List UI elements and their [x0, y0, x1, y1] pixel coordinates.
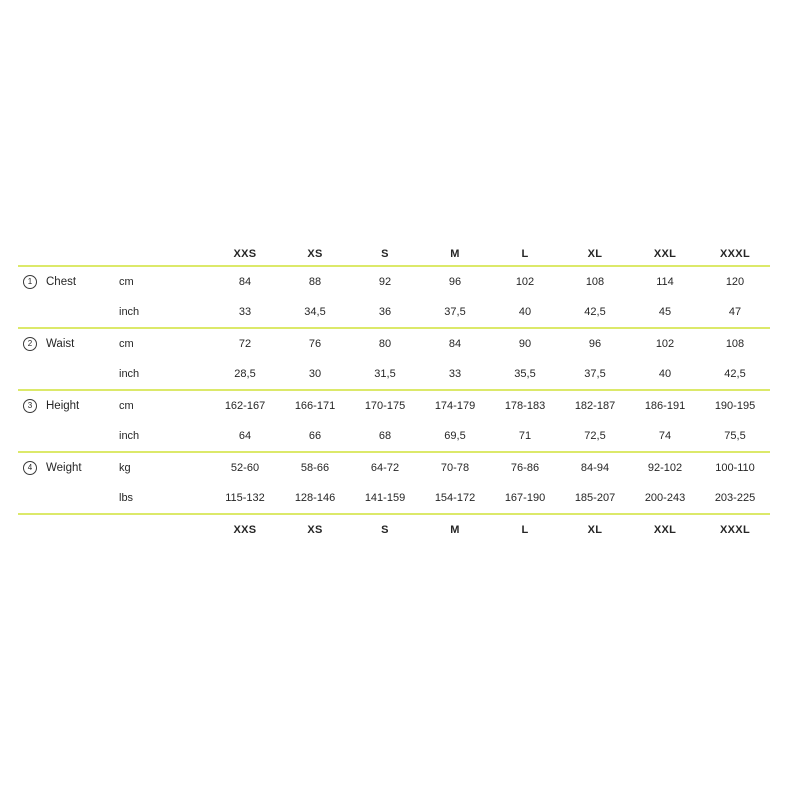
size-footer-label: XS [307, 524, 323, 536]
size-value-cell: 68 [378, 430, 392, 442]
size-column-header: L [521, 248, 529, 260]
size-value-cell: 35,5 [514, 368, 536, 380]
size-value-cell: 71 [518, 430, 532, 442]
size-column-header: XXL [653, 248, 677, 260]
size-value-cell: 42,5 [584, 306, 606, 318]
size-value-cell: 28,5 [234, 368, 256, 380]
size-value-cell: 100-110 [715, 462, 755, 474]
size-value-cell: 31,5 [374, 368, 396, 380]
measurement-row [18, 329, 770, 359]
measurement-row [18, 359, 770, 389]
size-footer-label: XL [587, 524, 603, 536]
size-value-cell: 84-94 [580, 462, 610, 474]
measurement-group [18, 267, 770, 329]
measurement-group [18, 453, 770, 515]
size-footer-row [18, 515, 770, 545]
size-footer-label: XXS [233, 524, 257, 536]
measurement-label-cell [18, 297, 110, 327]
measurement-label-cell [18, 421, 110, 451]
unit-label: inch [119, 306, 140, 318]
size-value-cell: 128-146 [294, 492, 336, 504]
size-value-cell: 76-86 [510, 462, 540, 474]
measurement-label-cell [18, 483, 110, 513]
size-value-cell: 40 [518, 306, 532, 318]
size-column-header: XS [307, 248, 323, 260]
size-value-cell: 66 [308, 430, 322, 442]
size-value-cell: 42,5 [724, 368, 746, 380]
size-value-cell: 96 [448, 276, 462, 288]
size-value-cell: 154-172 [434, 492, 476, 504]
size-value-cell: 47 [728, 306, 742, 318]
measurement-label: Height [46, 400, 80, 412]
unit-label: inch [119, 368, 140, 380]
size-value-cell: 203-225 [714, 492, 756, 504]
size-value-cell: 33 [448, 368, 462, 380]
measurement-label-cell [18, 329, 110, 359]
size-value-cell: 80 [378, 338, 392, 350]
size-value-cell: 45 [658, 306, 672, 318]
size-value-cell: 64-72 [370, 462, 400, 474]
measurement-label: Waist [46, 338, 75, 350]
size-column-header: M [450, 248, 460, 260]
measurement-row [18, 483, 770, 513]
measurement-label-cell [18, 453, 110, 483]
size-column-header: XXS [233, 248, 257, 260]
measurement-row [18, 391, 770, 421]
size-value-cell: 76 [308, 338, 322, 350]
measurement-label: Chest [46, 276, 77, 288]
size-chart-table [18, 243, 770, 545]
size-value-cell: 102 [515, 276, 535, 288]
size-value-cell: 37,5 [584, 368, 606, 380]
size-value-cell: 72 [238, 338, 252, 350]
size-value-cell: 185-207 [574, 492, 616, 504]
size-footer-label: L [521, 524, 529, 536]
size-value-cell: 167-190 [504, 492, 546, 504]
measurement-label-cell [18, 267, 110, 297]
size-value-cell: 58-66 [300, 462, 330, 474]
measurement-row [18, 267, 770, 297]
size-value-cell: 108 [725, 338, 745, 350]
size-value-cell: 30 [308, 368, 322, 380]
size-value-cell: 40 [658, 368, 672, 380]
size-footer-label: S [381, 524, 389, 536]
size-column-header: XXXL [720, 248, 750, 260]
size-value-cell: 64 [238, 430, 252, 442]
size-value-cell: 115-132 [225, 492, 265, 504]
row-number-badge: 2 [23, 337, 37, 351]
size-value-cell: 70-78 [440, 462, 470, 474]
measurement-label: Weight [46, 462, 82, 474]
row-number-badge: 3 [23, 399, 37, 413]
size-column-header: S [381, 248, 389, 260]
size-value-cell: 92-102 [647, 462, 683, 474]
size-header-row [18, 243, 770, 267]
row-number-badge: 4 [23, 461, 37, 475]
size-value-cell: 88 [308, 276, 322, 288]
size-value-cell: 182-187 [574, 400, 616, 412]
measurement-group [18, 391, 770, 453]
size-value-cell: 170-175 [364, 400, 406, 412]
unit-label: inch [119, 430, 140, 442]
size-value-cell: 75,5 [724, 430, 746, 442]
size-value-cell: 36 [378, 306, 392, 318]
measurement-label-cell [18, 391, 110, 421]
size-value-cell: 90 [518, 338, 532, 350]
measurement-groups [18, 267, 770, 515]
size-value-cell: 33 [238, 306, 252, 318]
size-value-cell: 162-167 [224, 400, 266, 412]
size-value-cell: 84 [238, 276, 252, 288]
unit-label: cm [119, 400, 134, 412]
size-footer-label: XXXL [720, 524, 750, 536]
unit-label: lbs [119, 492, 134, 504]
measurement-group [18, 329, 770, 391]
measurement-label-cell [18, 359, 110, 389]
size-value-cell: 200-243 [644, 492, 686, 504]
size-value-cell: 174-179 [434, 400, 476, 412]
size-value-cell: 96 [588, 338, 602, 350]
size-value-cell: 69,5 [444, 430, 466, 442]
size-value-cell: 141-159 [364, 492, 406, 504]
size-value-cell: 72,5 [584, 430, 606, 442]
unit-label: kg [119, 462, 131, 474]
size-value-cell: 108 [585, 276, 605, 288]
measurement-row [18, 453, 770, 483]
size-value-cell: 37,5 [444, 306, 466, 318]
size-footer-label: XXL [653, 524, 677, 536]
size-value-cell: 92 [378, 276, 392, 288]
size-value-cell: 84 [448, 338, 462, 350]
size-value-cell: 120 [725, 276, 745, 288]
size-column-header: XL [587, 248, 603, 260]
size-value-cell: 114 [656, 276, 674, 288]
measurement-row [18, 421, 770, 451]
size-value-cell: 52-60 [230, 462, 260, 474]
row-number-badge: 1 [23, 275, 37, 289]
unit-label: cm [119, 338, 134, 350]
size-value-cell: 34,5 [304, 306, 326, 318]
size-value-cell: 186-191 [644, 400, 686, 412]
size-value-cell: 190-195 [714, 400, 756, 412]
size-value-cell: 166-171 [294, 400, 336, 412]
size-value-cell: 178-183 [504, 400, 546, 412]
size-value-cell: 74 [658, 430, 672, 442]
measurement-row [18, 297, 770, 327]
size-footer-label: M [450, 524, 460, 536]
size-value-cell: 102 [655, 338, 675, 350]
unit-label: cm [119, 276, 134, 288]
